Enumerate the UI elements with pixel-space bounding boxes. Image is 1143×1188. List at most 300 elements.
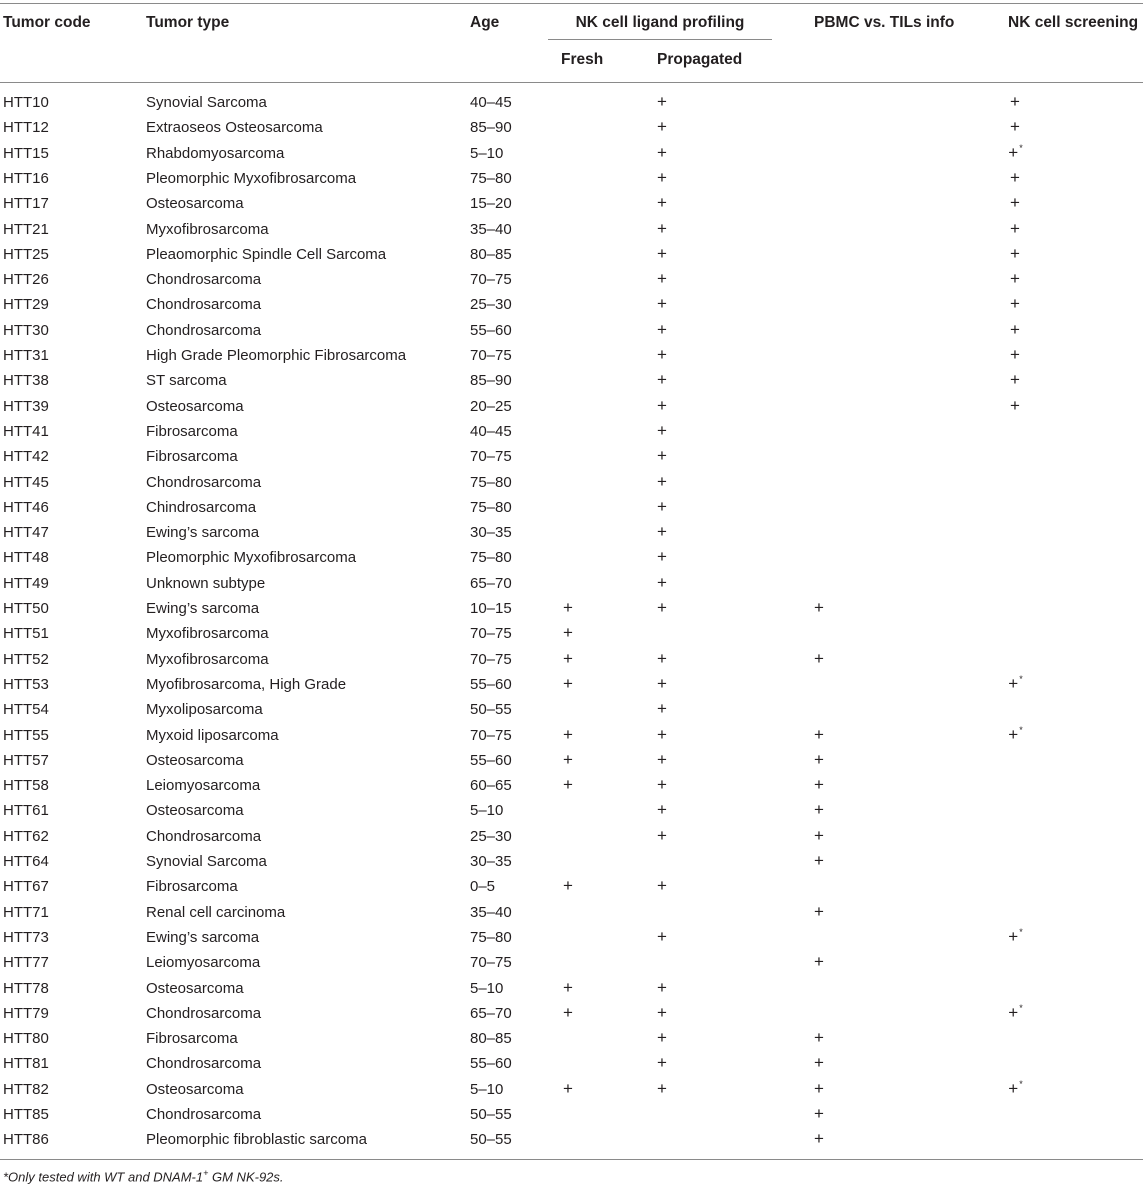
footnote-superscript: + bbox=[203, 1168, 209, 1178]
screening-mark bbox=[995, 726, 1035, 746]
propagated-mark bbox=[642, 574, 682, 592]
tumor-type-cell: Ewing’s sarcoma bbox=[146, 524, 260, 541]
tumor-code-cell: HTT73 bbox=[3, 929, 49, 946]
fresh-mark bbox=[548, 1080, 588, 1098]
tumor-type-cell: Fibrosarcoma bbox=[146, 1030, 238, 1047]
header-fresh: Fresh bbox=[561, 51, 604, 68]
pbmc-mark bbox=[799, 953, 839, 971]
age-cell: 5–10 bbox=[470, 980, 504, 997]
tumor-type-cell: Chondrosarcoma bbox=[146, 296, 262, 313]
age-cell: 55–60 bbox=[470, 1055, 512, 1072]
tumor-type-cell: Myxofibrosarcoma bbox=[146, 625, 269, 642]
screening-mark bbox=[995, 295, 1035, 313]
age-cell: 5–10 bbox=[470, 1081, 504, 1098]
plus-mark: + bbox=[657, 396, 667, 415]
plus-mark: + bbox=[814, 1053, 824, 1072]
screening-mark bbox=[995, 1004, 1035, 1024]
tumor-type-cell: Osteosarcoma bbox=[146, 802, 244, 819]
propagated-mark bbox=[642, 118, 682, 136]
plus-mark: + bbox=[563, 674, 573, 693]
asterisk-mark: * bbox=[1019, 674, 1023, 684]
tumor-code-cell: HTT25 bbox=[3, 246, 49, 263]
age-cell: 40–45 bbox=[470, 94, 512, 111]
plus-mark: + bbox=[657, 598, 667, 617]
plus-mark: + bbox=[1010, 294, 1020, 313]
plus-mark: + bbox=[657, 219, 667, 238]
propagated-mark bbox=[642, 93, 682, 111]
plus-mark: + bbox=[1008, 927, 1019, 946]
screening-mark bbox=[995, 346, 1035, 364]
asterisk-mark: * bbox=[1019, 143, 1023, 153]
tumor-code-cell: HTT80 bbox=[3, 1030, 49, 1047]
header-bottom-rule bbox=[0, 82, 1143, 83]
propagated-mark bbox=[642, 1054, 682, 1072]
age-cell: 25–30 bbox=[470, 296, 512, 313]
tumor-code-cell: HTT41 bbox=[3, 423, 49, 440]
propagated-mark bbox=[642, 169, 682, 187]
asterisk-mark: * bbox=[1019, 1003, 1023, 1013]
header-nk-screening: NK cell screening bbox=[1008, 14, 1139, 31]
plus-mark: + bbox=[1008, 1003, 1019, 1022]
plus-mark: + bbox=[1008, 725, 1019, 744]
propagated-mark bbox=[642, 877, 682, 895]
age-cell: 50–55 bbox=[470, 1106, 512, 1123]
tumor-type-cell: Leiomyosarcoma bbox=[146, 954, 261, 971]
fresh-mark bbox=[548, 599, 588, 617]
propagated-mark bbox=[642, 726, 682, 744]
age-cell: 75–80 bbox=[470, 929, 512, 946]
plus-mark: + bbox=[814, 1104, 824, 1123]
plus-mark: + bbox=[814, 851, 824, 870]
tumor-type-cell: Fibrosarcoma bbox=[146, 423, 238, 440]
plus-mark: + bbox=[1010, 244, 1020, 263]
propagated-mark bbox=[642, 827, 682, 845]
plus-mark: + bbox=[563, 775, 573, 794]
plus-mark: + bbox=[657, 826, 667, 845]
fresh-mark bbox=[548, 979, 588, 997]
plus-mark: + bbox=[563, 1079, 573, 1098]
plus-mark: + bbox=[814, 826, 824, 845]
tumor-code-cell: HTT79 bbox=[3, 1005, 49, 1022]
tumor-type-cell: Synovial Sarcoma bbox=[146, 853, 267, 870]
tumor-type-cell: Chondrosarcoma bbox=[146, 1055, 262, 1072]
age-cell: 80–85 bbox=[470, 246, 512, 263]
tumor-code-cell: HTT85 bbox=[3, 1106, 49, 1123]
pbmc-mark bbox=[799, 1054, 839, 1072]
plus-mark: + bbox=[814, 1028, 824, 1047]
tumor-type-cell: Myxoid liposarcoma bbox=[146, 727, 279, 744]
fresh-mark bbox=[548, 675, 588, 693]
asterisk-mark: * bbox=[1019, 1079, 1023, 1089]
propagated-mark bbox=[642, 751, 682, 769]
plus-mark: + bbox=[1010, 168, 1020, 187]
tumor-type-cell: Ewing’s sarcoma bbox=[146, 600, 260, 617]
tumor-code-cell: HTT30 bbox=[3, 322, 49, 339]
screening-mark bbox=[995, 93, 1035, 111]
footnote-text: *Only tested with WT and DNAM-1 bbox=[3, 1169, 204, 1185]
table-bottom-rule bbox=[0, 1159, 1143, 1160]
plus-mark: + bbox=[814, 649, 824, 668]
plus-mark: + bbox=[657, 1028, 667, 1047]
age-cell: 70–75 bbox=[470, 347, 512, 364]
tumor-code-cell: HTT61 bbox=[3, 802, 49, 819]
plus-mark: + bbox=[657, 725, 667, 744]
propagated-mark bbox=[642, 422, 682, 440]
tumor-code-cell: HTT52 bbox=[3, 651, 49, 668]
screening-mark bbox=[995, 1080, 1035, 1100]
propagated-mark bbox=[642, 346, 682, 364]
plus-mark: + bbox=[814, 1079, 824, 1098]
tumor-type-cell: Chondrosarcoma bbox=[146, 1005, 262, 1022]
plus-mark: + bbox=[1008, 1079, 1019, 1098]
tumor-code-cell: HTT51 bbox=[3, 625, 49, 642]
pbmc-mark bbox=[799, 1105, 839, 1123]
age-cell: 75–80 bbox=[470, 499, 512, 516]
tumor-type-cell: Pleomorphic Myxofibrosarcoma bbox=[146, 549, 357, 566]
pbmc-mark bbox=[799, 751, 839, 769]
pbmc-mark bbox=[799, 599, 839, 617]
plus-mark: + bbox=[814, 952, 824, 971]
age-cell: 65–70 bbox=[470, 575, 512, 592]
tumor-type-cell: Chondrosarcoma bbox=[146, 474, 262, 491]
propagated-mark bbox=[642, 599, 682, 617]
propagated-mark bbox=[642, 498, 682, 516]
age-cell: 70–75 bbox=[470, 448, 512, 465]
screening-mark bbox=[995, 675, 1035, 695]
header-nk-ligand-profiling: NK cell ligand profiling bbox=[575, 14, 745, 31]
screening-mark bbox=[995, 371, 1035, 389]
tumor-type-cell: Chondrosarcoma bbox=[146, 828, 262, 845]
tumor-code-cell: HTT54 bbox=[3, 701, 49, 718]
plus-mark: + bbox=[563, 598, 573, 617]
tumor-type-cell: Pleaomorphic Spindle Cell Sarcoma bbox=[146, 246, 387, 263]
plus-mark: + bbox=[563, 750, 573, 769]
screening-mark bbox=[995, 220, 1035, 238]
plus-mark: + bbox=[563, 1003, 573, 1022]
tumor-type-cell: Renal cell carcinoma bbox=[146, 904, 286, 921]
tumor-code-cell: HTT12 bbox=[3, 119, 49, 136]
age-cell: 10–15 bbox=[470, 600, 512, 617]
tumor-code-cell: HTT46 bbox=[3, 499, 49, 516]
age-cell: 70–75 bbox=[470, 625, 512, 642]
plus-mark: + bbox=[1008, 143, 1019, 162]
propagated-mark bbox=[642, 397, 682, 415]
plus-mark: + bbox=[563, 876, 573, 895]
tumor-type-cell: Osteosarcoma bbox=[146, 752, 244, 769]
age-cell: 50–55 bbox=[470, 1131, 512, 1148]
pbmc-mark bbox=[799, 1029, 839, 1047]
plus-mark: + bbox=[1010, 269, 1020, 288]
propagated-mark bbox=[642, 1029, 682, 1047]
age-cell: 25–30 bbox=[470, 828, 512, 845]
screening-mark bbox=[995, 397, 1035, 415]
plus-mark: + bbox=[657, 674, 667, 693]
screening-mark bbox=[995, 270, 1035, 288]
fresh-mark bbox=[548, 1004, 588, 1022]
tumor-code-cell: HTT10 bbox=[3, 94, 49, 111]
age-cell: 5–10 bbox=[470, 802, 504, 819]
asterisk-mark: * bbox=[1019, 725, 1023, 735]
header-tumor-code: Tumor code bbox=[3, 14, 91, 31]
pbmc-mark bbox=[799, 1080, 839, 1098]
tumor-code-cell: HTT16 bbox=[3, 170, 49, 187]
plus-mark: + bbox=[657, 168, 667, 187]
plus-mark: + bbox=[657, 547, 667, 566]
tumor-type-cell: Myxoliposarcoma bbox=[146, 701, 263, 718]
propagated-mark bbox=[642, 523, 682, 541]
plus-mark: + bbox=[657, 446, 667, 465]
plus-mark: + bbox=[657, 143, 667, 162]
plus-mark: + bbox=[1010, 193, 1020, 212]
tumor-code-cell: HTT26 bbox=[3, 271, 49, 288]
tumor-type-cell: Leiomyosarcoma bbox=[146, 777, 261, 794]
plus-mark: + bbox=[1010, 370, 1020, 389]
plus-mark: + bbox=[657, 294, 667, 313]
footnote-text-end: GM NK-92s. bbox=[208, 1169, 284, 1185]
plus-mark: + bbox=[657, 92, 667, 111]
plus-mark: + bbox=[657, 522, 667, 541]
tumor-type-cell: Extraoseos Osteosarcoma bbox=[146, 119, 323, 136]
plus-mark: + bbox=[657, 649, 667, 668]
plus-mark: + bbox=[657, 193, 667, 212]
propagated-mark bbox=[642, 979, 682, 997]
fresh-mark bbox=[548, 776, 588, 794]
screening-mark bbox=[995, 928, 1035, 948]
tumor-code-cell: HTT42 bbox=[3, 448, 49, 465]
tumor-code-cell: HTT15 bbox=[3, 145, 49, 162]
age-cell: 55–60 bbox=[470, 322, 512, 339]
plus-mark: + bbox=[657, 573, 667, 592]
plus-mark: + bbox=[1010, 92, 1020, 111]
tumor-code-cell: HTT82 bbox=[3, 1081, 49, 1098]
propagated-mark bbox=[642, 548, 682, 566]
propagated-mark bbox=[642, 144, 682, 162]
header-age: Age bbox=[470, 14, 500, 31]
propagated-mark bbox=[642, 675, 682, 693]
subheader-rule bbox=[548, 39, 772, 40]
tumor-type-cell: Osteosarcoma bbox=[146, 398, 244, 415]
plus-mark: + bbox=[814, 725, 824, 744]
tumor-type-cell: Rhabdomyosarcoma bbox=[146, 145, 285, 162]
plus-mark: + bbox=[1010, 117, 1020, 136]
propagated-mark bbox=[642, 473, 682, 491]
plus-mark: + bbox=[657, 472, 667, 491]
age-cell: 30–35 bbox=[470, 524, 512, 541]
propagated-mark bbox=[642, 270, 682, 288]
propagated-mark bbox=[642, 1080, 682, 1098]
age-cell: 30–35 bbox=[470, 853, 512, 870]
age-cell: 20–25 bbox=[470, 398, 512, 415]
table-top-rule bbox=[0, 3, 1143, 4]
plus-mark: + bbox=[1010, 219, 1020, 238]
plus-mark: + bbox=[657, 1053, 667, 1072]
table-footnote bbox=[3, 1168, 284, 1184]
plus-mark: + bbox=[1010, 320, 1020, 339]
tumor-code-cell: HTT38 bbox=[3, 372, 49, 389]
age-cell: 70–75 bbox=[470, 271, 512, 288]
tumor-code-cell: HTT39 bbox=[3, 398, 49, 415]
tumor-type-cell: Unknown subtype bbox=[146, 575, 266, 592]
plus-mark: + bbox=[563, 649, 573, 668]
tumor-type-cell: Synovial Sarcoma bbox=[146, 94, 267, 111]
plus-mark: + bbox=[657, 699, 667, 718]
pbmc-mark bbox=[799, 852, 839, 870]
tumor-code-cell: HTT77 bbox=[3, 954, 49, 971]
propagated-mark bbox=[642, 220, 682, 238]
plus-mark: + bbox=[1010, 345, 1020, 364]
tumor-type-cell: Chindrosarcoma bbox=[146, 499, 257, 516]
header-tumor-type: Tumor type bbox=[146, 14, 230, 31]
pbmc-mark bbox=[799, 776, 839, 794]
screening-mark bbox=[995, 245, 1035, 263]
age-cell: 70–75 bbox=[470, 954, 512, 971]
screening-mark bbox=[995, 321, 1035, 339]
tumor-type-cell: Osteosarcoma bbox=[146, 1081, 244, 1098]
plus-mark: + bbox=[657, 1003, 667, 1022]
screening-mark bbox=[995, 118, 1035, 136]
pbmc-mark bbox=[799, 650, 839, 668]
fresh-mark bbox=[548, 726, 588, 744]
tumor-code-cell: HTT64 bbox=[3, 853, 49, 870]
tumor-type-cell: Chondrosarcoma bbox=[146, 271, 262, 288]
fresh-mark bbox=[548, 624, 588, 642]
propagated-mark bbox=[642, 371, 682, 389]
plus-mark: + bbox=[563, 978, 573, 997]
age-cell: 0–5 bbox=[470, 878, 496, 895]
age-cell: 50–55 bbox=[470, 701, 512, 718]
propagated-mark bbox=[642, 295, 682, 313]
age-cell: 55–60 bbox=[470, 676, 512, 693]
plus-mark: + bbox=[657, 978, 667, 997]
tumor-type-cell: Osteosarcoma bbox=[146, 195, 244, 212]
plus-mark: + bbox=[657, 750, 667, 769]
tumor-code-cell: HTT58 bbox=[3, 777, 49, 794]
tumor-type-cell: Myxofibrosarcoma bbox=[146, 651, 269, 668]
pbmc-mark bbox=[799, 726, 839, 744]
age-cell: 55–60 bbox=[470, 752, 512, 769]
plus-mark: + bbox=[657, 370, 667, 389]
tumor-code-cell: HTT17 bbox=[3, 195, 49, 212]
propagated-mark bbox=[642, 801, 682, 819]
tumor-code-cell: HTT50 bbox=[3, 600, 49, 617]
plus-mark: + bbox=[657, 244, 667, 263]
fresh-mark bbox=[548, 751, 588, 769]
fresh-mark bbox=[548, 650, 588, 668]
age-cell: 65–70 bbox=[470, 1005, 512, 1022]
tumor-type-cell: Chondrosarcoma bbox=[146, 1106, 262, 1123]
age-cell: 5–10 bbox=[470, 145, 504, 162]
plus-mark: + bbox=[657, 775, 667, 794]
plus-mark: + bbox=[657, 800, 667, 819]
tumor-code-cell: HTT21 bbox=[3, 221, 49, 238]
age-cell: 15–20 bbox=[470, 195, 512, 212]
plus-mark: + bbox=[657, 927, 667, 946]
header-pbmc-tils: PBMC vs. TILs info bbox=[814, 14, 955, 31]
plus-mark: + bbox=[563, 725, 573, 744]
propagated-mark bbox=[642, 194, 682, 212]
tumor-type-cell: Fibrosarcoma bbox=[146, 448, 238, 465]
age-cell: 60–65 bbox=[470, 777, 512, 794]
tumor-type-cell: Pleomorphic Myxofibrosarcoma bbox=[146, 170, 357, 187]
age-cell: 80–85 bbox=[470, 1030, 512, 1047]
pbmc-mark bbox=[799, 801, 839, 819]
tumor-code-cell: HTT81 bbox=[3, 1055, 49, 1072]
plus-mark: + bbox=[657, 421, 667, 440]
plus-mark: + bbox=[657, 345, 667, 364]
propagated-mark bbox=[642, 650, 682, 668]
screening-mark bbox=[995, 144, 1035, 164]
propagated-mark bbox=[642, 447, 682, 465]
propagated-mark bbox=[642, 1004, 682, 1022]
age-cell: 85–90 bbox=[470, 119, 512, 136]
plus-mark: + bbox=[1008, 674, 1019, 693]
age-cell: 70–75 bbox=[470, 727, 512, 744]
tumor-type-cell: Fibrosarcoma bbox=[146, 878, 238, 895]
plus-mark: + bbox=[814, 800, 824, 819]
age-cell: 70–75 bbox=[470, 651, 512, 668]
age-cell: 40–45 bbox=[470, 423, 512, 440]
age-cell: 35–40 bbox=[470, 221, 512, 238]
tumor-type-cell: High Grade Pleomorphic Fibrosarcoma bbox=[146, 347, 407, 364]
tumor-code-cell: HTT78 bbox=[3, 980, 49, 997]
propagated-mark bbox=[642, 245, 682, 263]
propagated-mark bbox=[642, 321, 682, 339]
plus-mark: + bbox=[657, 269, 667, 288]
tumor-type-cell: Myofibrosarcoma, High Grade bbox=[146, 676, 347, 693]
plus-mark: + bbox=[657, 1079, 667, 1098]
pbmc-mark bbox=[799, 903, 839, 921]
age-cell: 75–80 bbox=[470, 549, 512, 566]
tumor-code-cell: HTT57 bbox=[3, 752, 49, 769]
tumor-code-cell: HTT62 bbox=[3, 828, 49, 845]
tumor-type-cell: Ewing’s sarcoma bbox=[146, 929, 260, 946]
tumor-code-cell: HTT45 bbox=[3, 474, 49, 491]
propagated-mark bbox=[642, 700, 682, 718]
tumor-code-cell: HTT49 bbox=[3, 575, 49, 592]
age-cell: 75–80 bbox=[470, 474, 512, 491]
plus-mark: + bbox=[814, 750, 824, 769]
age-cell: 85–90 bbox=[470, 372, 512, 389]
fresh-mark bbox=[548, 877, 588, 895]
tumor-code-cell: HTT86 bbox=[3, 1131, 49, 1148]
plus-mark: + bbox=[657, 117, 667, 136]
pbmc-mark bbox=[799, 827, 839, 845]
age-cell: 35–40 bbox=[470, 904, 512, 921]
plus-mark: + bbox=[657, 320, 667, 339]
tumor-code-cell: HTT53 bbox=[3, 676, 49, 693]
plus-mark: + bbox=[1010, 396, 1020, 415]
plus-mark: + bbox=[657, 876, 667, 895]
tumor-code-cell: HTT48 bbox=[3, 549, 49, 566]
tumor-code-cell: HTT71 bbox=[3, 904, 49, 921]
tumor-type-cell: ST sarcoma bbox=[146, 372, 227, 389]
tumor-type-cell: Chondrosarcoma bbox=[146, 322, 262, 339]
tumor-code-cell: HTT29 bbox=[3, 296, 49, 313]
plus-mark: + bbox=[657, 497, 667, 516]
tumor-code-cell: HTT67 bbox=[3, 878, 49, 895]
propagated-mark bbox=[642, 776, 682, 794]
tumor-type-cell: Pleomorphic fibroblastic sarcoma bbox=[146, 1131, 367, 1148]
plus-mark: + bbox=[563, 623, 573, 642]
tumor-type-cell: Myxofibrosarcoma bbox=[146, 221, 269, 238]
age-cell: 75–80 bbox=[470, 170, 512, 187]
screening-mark bbox=[995, 194, 1035, 212]
tumor-code-cell: HTT31 bbox=[3, 347, 49, 364]
plus-mark: + bbox=[814, 598, 824, 617]
tumor-code-cell: HTT55 bbox=[3, 727, 49, 744]
plus-mark: + bbox=[814, 1129, 824, 1148]
header-propagated: Propagated bbox=[657, 51, 743, 68]
